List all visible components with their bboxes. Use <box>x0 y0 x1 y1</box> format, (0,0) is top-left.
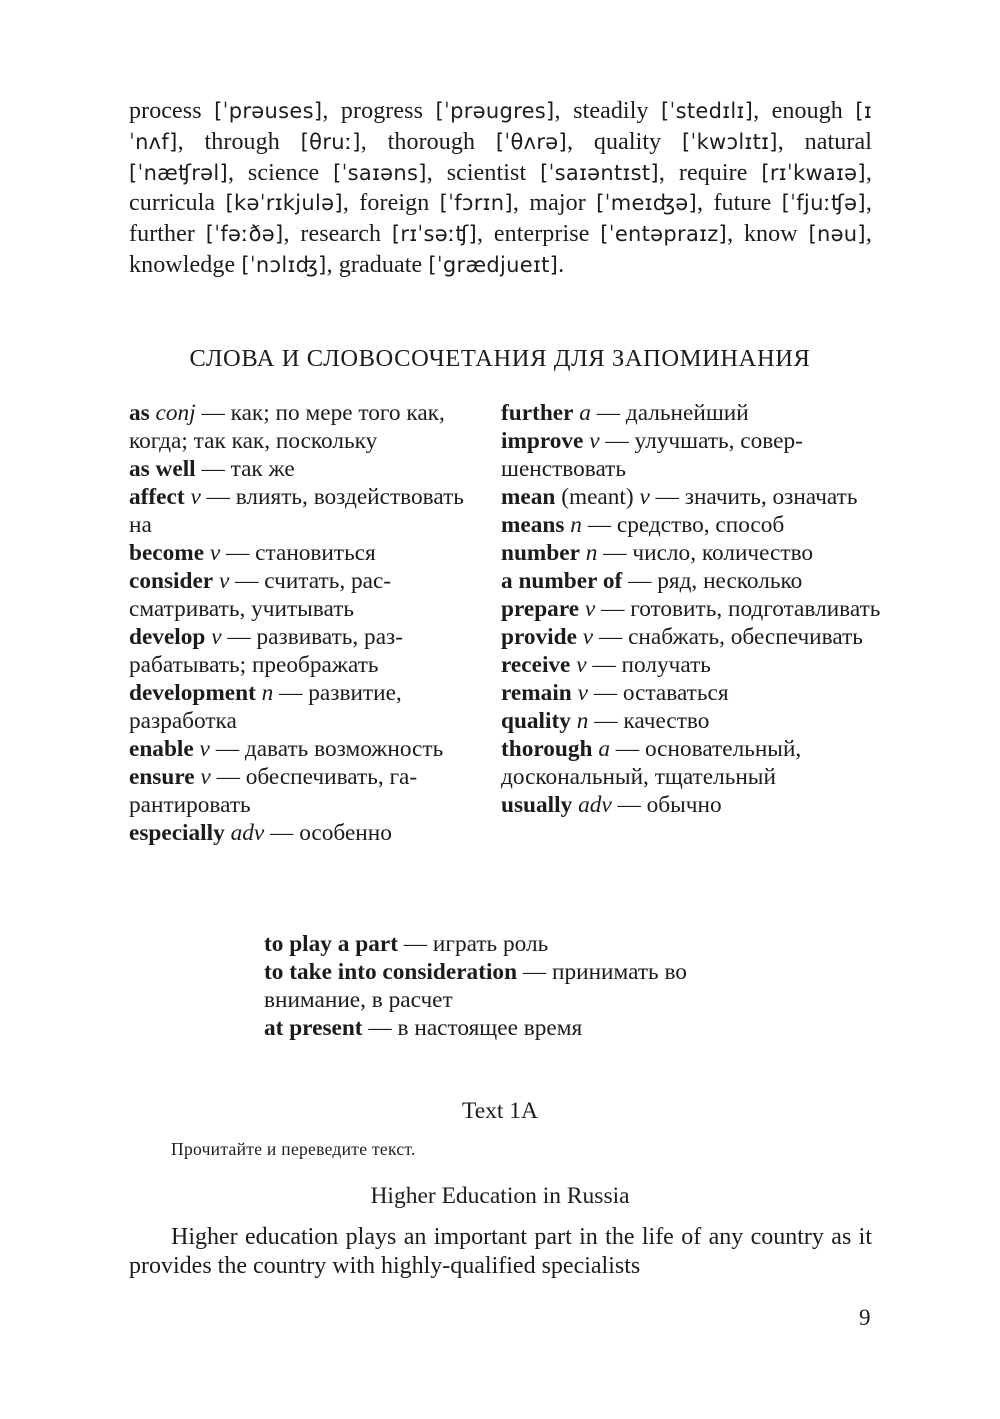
article-title: Higher Education in Russia <box>370 1183 630 1209</box>
vocab-entry <box>129 539 489 567</box>
pron-separator: , <box>360 128 388 155</box>
pron-separator: , <box>697 190 714 217</box>
vocab-term: affect <box>129 484 185 510</box>
vocab-pos: v <box>576 652 587 678</box>
pron-transcription: [ˈfjuːʧə] <box>781 191 866 216</box>
pron-transcription: [rɪˈkwaɪə] <box>761 160 866 185</box>
vocab-pos: n <box>585 540 598 566</box>
vocab-term: receive <box>501 652 571 678</box>
vocab-dash: — <box>593 624 629 650</box>
vocab-definition: дальнейший <box>625 400 749 426</box>
pron-transcription: [θruː] <box>300 129 361 154</box>
pron-separator: , <box>865 221 873 248</box>
pron-item <box>129 221 300 247</box>
phrase-entry <box>264 958 784 1014</box>
vocab-term: become <box>129 540 205 566</box>
vocab-column-right <box>501 399 881 819</box>
vocab-dash: — <box>210 764 246 790</box>
vocab-entry <box>501 791 881 819</box>
vocab-pos: v <box>209 540 221 566</box>
pron-item <box>248 160 447 186</box>
vocab-term: provide <box>501 624 577 650</box>
phrase-definition: в настоящее время <box>397 1015 583 1041</box>
pron-word: through <box>204 128 280 155</box>
vocab-dash: — <box>220 540 256 566</box>
vocab-definition: средство, способ <box>616 512 785 538</box>
vocab-definition: получать <box>621 652 711 678</box>
vocab-term: as <box>129 400 150 426</box>
pron-word: require <box>678 159 748 186</box>
pron-word: research <box>300 221 382 248</box>
vocab-definition: значить, означать <box>684 484 858 510</box>
vocab-dash: — <box>590 400 626 426</box>
pron-transcription: [ˈentəpraɪz] <box>600 222 728 247</box>
phrase-term: to take into consideration <box>264 959 518 985</box>
vocab-pos: v <box>584 596 596 622</box>
pron-separator: , <box>566 128 594 155</box>
pron-item <box>494 221 744 247</box>
pron-separator: , <box>753 98 772 124</box>
vocab-pos: v <box>582 624 594 650</box>
vocab-entry <box>129 455 489 483</box>
vocab-term: usually <box>501 792 573 818</box>
pron-item <box>341 98 573 124</box>
instruction: Прочитайте и переведите текст. <box>171 1139 416 1159</box>
pron-transcription: [ˈnɔlɪʤ] <box>241 252 327 277</box>
pron-item <box>388 129 594 155</box>
pron-transcription: [ˈstedɪlɪ] <box>661 99 754 123</box>
vocab-dash: — <box>264 820 300 846</box>
pron-word: know <box>743 221 798 248</box>
vocab-form: (meant) <box>561 484 634 510</box>
vocab-dash: — <box>221 624 257 650</box>
pron-separator: , <box>777 128 805 155</box>
vocab-term: as well <box>129 456 196 482</box>
vocab-term: a number of <box>501 568 623 594</box>
pron-word: enough <box>771 98 843 124</box>
pron-separator: , <box>227 159 248 186</box>
pron-word: natural <box>804 128 872 155</box>
vocab-term: improve <box>501 428 584 454</box>
vocab-definition: ряд, несколько <box>657 568 803 594</box>
pron-word: steadily <box>573 98 649 124</box>
pron-word: process <box>129 98 202 124</box>
pron-item <box>339 252 564 278</box>
vocab-dash: — <box>587 680 623 706</box>
pron-item <box>129 252 339 278</box>
vocab-definition: оставаться <box>622 680 729 706</box>
phrase-list <box>264 930 784 1042</box>
vocab-entry <box>501 623 881 651</box>
vocab-definition: обычно <box>646 792 722 818</box>
vocab-definition: снабжать, обеспечивать <box>628 624 863 650</box>
vocab-entry <box>129 679 489 735</box>
vocab-column-left <box>129 399 489 847</box>
pron-item <box>713 190 872 216</box>
vocab-pos: v <box>577 680 588 706</box>
vocab-term: ensure <box>129 764 195 790</box>
pron-transcription: [ˈprəuses] <box>214 99 323 123</box>
vocab-pos: v <box>211 624 222 650</box>
vocab-dash: — <box>586 652 622 678</box>
pron-separator: , <box>865 190 872 217</box>
pron-separator: , <box>554 98 574 124</box>
pron-separator: , <box>177 128 205 155</box>
vocab-entry <box>501 735 881 791</box>
pron-transcription: [ˈfəːðə] <box>205 222 284 247</box>
pron-transcription: [ˈgrædjueɪt] <box>428 252 559 277</box>
vocab-pos: v <box>190 484 201 510</box>
phrase-entry <box>264 930 784 958</box>
vocab-entry <box>501 651 881 679</box>
vocab-definition: улучшать, совершенствовать <box>501 428 803 482</box>
pron-word: scientist <box>446 159 527 186</box>
pron-transcription: [ˈsaɪəns] <box>333 160 427 185</box>
vocab-pos: n <box>576 708 589 734</box>
text-title: Text 1A <box>461 1098 539 1124</box>
vocab-dash: — <box>209 736 245 762</box>
vocab-dash: — <box>229 568 265 594</box>
vocab-pos: v <box>199 736 210 762</box>
vocab-definition: особенно <box>299 820 392 846</box>
vocab-entry <box>129 623 489 679</box>
vocab-term: development <box>129 680 256 706</box>
vocab-pos: adv <box>230 820 265 846</box>
page-number: 9 <box>859 1305 871 1330</box>
vocab-dash: — <box>609 736 645 762</box>
pron-separator: , <box>476 221 494 248</box>
vocab-entry <box>501 399 881 427</box>
vocab-dash: — <box>273 680 309 706</box>
vocab-entry <box>501 539 881 567</box>
pron-item <box>573 98 772 124</box>
vocab-dash: — <box>588 708 624 734</box>
vocab-definition: становиться <box>255 540 376 566</box>
vocab-dash: — <box>200 484 236 510</box>
pron-word: curricula <box>129 190 216 217</box>
pron-separator: , <box>326 251 339 278</box>
vocab-entry <box>501 595 881 623</box>
vocab-pos: v <box>218 568 230 594</box>
vocab-pos: n <box>261 680 274 706</box>
phrase-term: at present <box>264 1015 363 1041</box>
vocab-dash: — <box>581 512 617 538</box>
vocab-pos: adv <box>578 792 612 818</box>
vocab-pos: n <box>570 512 582 538</box>
pron-item <box>447 160 679 186</box>
vocab-dash: — <box>597 540 633 566</box>
phrase-dash: — <box>397 931 433 957</box>
pron-word: quality <box>593 128 662 155</box>
vocab-term: means <box>501 512 565 538</box>
pron-item <box>205 129 388 155</box>
phrase-definition: играть роль <box>432 931 549 957</box>
pron-transcription: [ɪˈnʌf] <box>129 99 873 154</box>
pron-transcription: [ˈfɔrɪn] <box>439 191 513 216</box>
pron-transcription: [ˈnæʧrəl] <box>129 160 228 185</box>
vocab-definition: обеспечивать, гарантировать <box>129 764 418 818</box>
pron-word: future <box>713 190 772 217</box>
vocab-dash: — <box>195 456 231 482</box>
pron-item <box>359 190 529 216</box>
pron-word: enterprise <box>493 221 590 248</box>
vocab-term: enable <box>129 736 194 762</box>
pron-separator: , <box>865 159 873 186</box>
phrase-dash: — <box>517 959 552 985</box>
vocab-pos: a <box>579 400 591 426</box>
vocab-pos: v <box>589 428 600 454</box>
vocab-pos: v <box>639 484 650 510</box>
phrase-entry <box>264 1014 784 1042</box>
pron-separator: , <box>512 190 530 217</box>
pron-item <box>594 129 805 155</box>
pron-item <box>129 190 359 216</box>
vocab-dash: — <box>595 596 631 622</box>
vocab-definition: готовить, подготавливать <box>630 596 881 622</box>
pron-transcription: [rɪˈsəːʧ] <box>391 222 477 247</box>
vocab-entry <box>129 567 489 623</box>
vocab-entry <box>501 427 881 483</box>
pron-transcription: [ˈprəugres] <box>435 99 555 123</box>
pron-transcription: [kəˈrɪkjulə] <box>225 191 343 216</box>
pron-separator: , <box>322 98 341 124</box>
vocab-dash: — <box>195 400 231 426</box>
vocab-definition: как; по мере того как, когда; так как, поскольку <box>129 400 445 454</box>
vocab-entry <box>129 483 489 539</box>
pron-word: further <box>129 221 195 248</box>
vocab-entry <box>501 511 881 539</box>
vocab-term: quality <box>501 708 571 734</box>
pron-word: graduate <box>338 251 423 278</box>
vocab-definition: основательный, доскональный, тщательный <box>501 736 802 790</box>
pron-transcription: [ˈsaɪəntɪst] <box>540 160 659 185</box>
pron-word: thorough <box>387 128 476 155</box>
vocab-term: develop <box>129 624 206 650</box>
pron-word: science <box>247 159 320 186</box>
pron-transcription: [ˈkwɔlɪtɪ] <box>682 129 778 154</box>
vocab-definition: считать, рассматривать, учитывать <box>129 568 392 622</box>
pron-separator: , <box>342 190 360 217</box>
section-heading: СЛОВА И СЛОВОСОЧЕТАНИЯ ДЛЯ ЗАПОМИНАНИЯ <box>189 345 811 372</box>
vocab-definition: влиять, воздействовать на <box>129 484 464 538</box>
pron-word: foreign <box>359 190 430 217</box>
pron-item <box>129 98 341 124</box>
vocab-term: number <box>501 540 580 566</box>
vocab-entry <box>129 763 489 819</box>
vocab-definition: развивать, разрабатывать; преображать <box>129 624 404 678</box>
pron-word: knowledge <box>129 251 236 278</box>
pron-word: major <box>529 190 586 217</box>
phrase-dash: — <box>362 1015 398 1041</box>
pron-item <box>744 221 872 247</box>
pron-item <box>300 221 493 247</box>
vocab-definition: развитие, разработка <box>129 680 402 734</box>
pronunciation-list <box>129 96 872 281</box>
pron-separator: , <box>727 221 744 248</box>
pron-separator: , <box>658 159 679 186</box>
pron-item <box>679 160 872 186</box>
vocab-entry <box>501 707 881 735</box>
vocab-term: mean <box>501 484 556 510</box>
vocab-term: prepare <box>501 596 580 622</box>
article-paragraph: Higher education plays an important part in the life of any country as it provides the country with highly-qualified specialists <box>129 1224 872 1279</box>
vocab-term: remain <box>501 680 572 706</box>
vocab-entry <box>129 399 489 455</box>
pron-transcription: [ˈθʌrə] <box>495 129 567 154</box>
vocab-dash: — <box>611 792 647 818</box>
vocab-dash: — <box>622 568 658 594</box>
vocab-entry <box>501 483 881 511</box>
vocab-term: especially <box>129 820 225 846</box>
vocab-entry <box>501 679 881 707</box>
phrase-term: to play a part <box>264 931 398 957</box>
phrase-definition: принимать во внимание, в расчет <box>264 959 687 1013</box>
vocab-term: further <box>501 400 574 426</box>
vocab-pos: v <box>200 764 211 790</box>
pron-item <box>529 190 713 216</box>
vocab-pos: conj <box>155 400 196 426</box>
vocab-pos: a <box>598 736 610 762</box>
pron-separator: , <box>426 159 447 186</box>
vocab-dash: — <box>649 484 685 510</box>
pron-separator: , <box>283 221 301 248</box>
vocab-definition: качество <box>623 708 710 734</box>
pron-separator: . <box>558 251 565 278</box>
vocab-definition: число, количество <box>632 540 814 566</box>
pron-transcription: [nəu] <box>808 222 866 247</box>
vocab-term: thorough <box>501 736 593 762</box>
vocab-entry <box>129 735 489 763</box>
vocab-entry <box>129 819 489 847</box>
pron-transcription: [ˈmeɪʤə] <box>596 191 697 216</box>
vocab-definition: так же <box>230 456 295 482</box>
vocab-entry <box>501 567 881 595</box>
vocab-dash: — <box>599 428 635 454</box>
vocab-term: consider <box>129 568 214 594</box>
vocab-definition: давать возможность <box>244 736 444 762</box>
pron-word: progress <box>340 98 424 124</box>
